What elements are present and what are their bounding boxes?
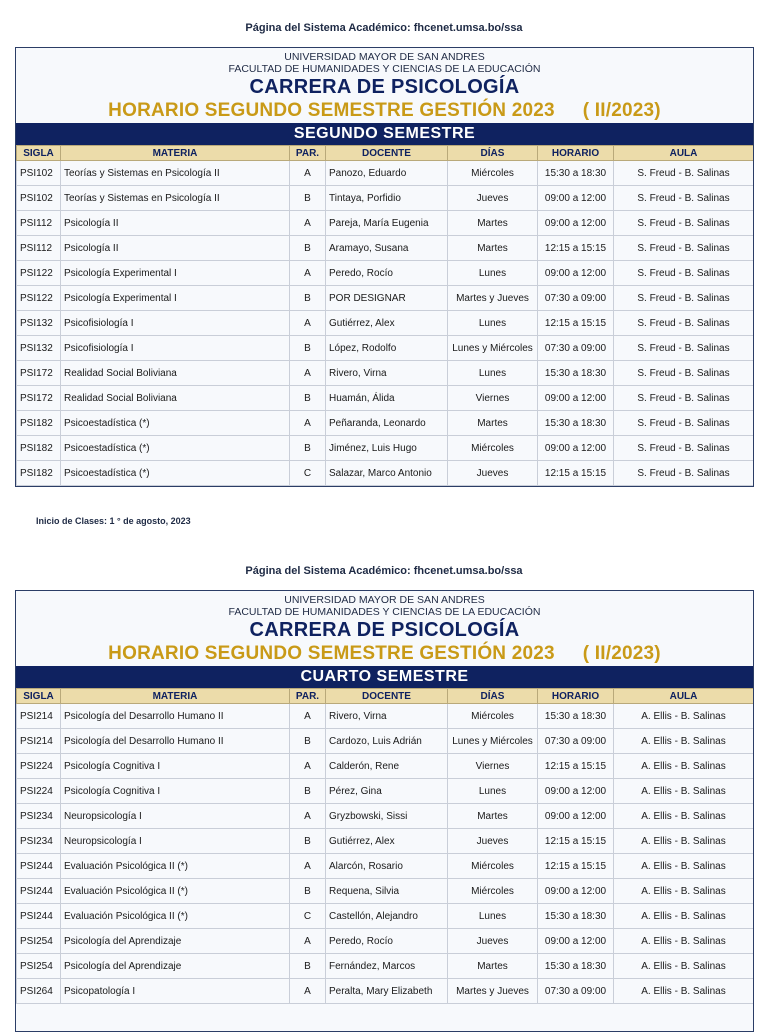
table-row [17,386,754,411]
dias-cell: Lunes [448,311,538,336]
horario-cell: 07:30 a 09:00 [538,979,614,1004]
sigla-cell: PSI244 [17,854,61,879]
table-row [17,311,754,336]
docente-cell: Cardozo, Luis Adrián [326,729,448,754]
table-row [17,361,754,386]
paralelo-cell: B [290,879,326,904]
sigla-cell: PSI112 [17,211,61,236]
aula-cell: A. Ellis - B. Salinas [614,954,754,979]
horario-cell: 09:00 a 12:00 [538,211,614,236]
materia-cell: Psicología del Desarrollo Humano II [61,729,290,754]
docente-cell: Gutiérrez, Alex [326,829,448,854]
horario-cell: 15:30 a 18:30 [538,361,614,386]
table-row [17,186,754,211]
materia-cell: Psicología del Aprendizaje [61,929,290,954]
sigla-cell: PSI102 [17,161,61,186]
docente-cell: Peredo, Rocío [326,929,448,954]
docente-cell: Pérez, Gina [326,779,448,804]
dias-cell: Lunes [448,261,538,286]
materia-cell: Psicofisiología I [61,311,290,336]
table-row [17,829,754,854]
docente-cell: López, Rodolfo [326,336,448,361]
paralelo-cell: A [290,261,326,286]
table-row [17,954,754,979]
table-row [17,804,754,829]
university-name: UNIVERSIDAD MAYOR DE SAN ANDRES [284,594,485,606]
dias-cell: Jueves [448,929,538,954]
paralelo-cell: B [290,779,326,804]
column-header: HORARIO [538,689,614,704]
column-header: DOCENTE [326,146,448,161]
horario-cell: 15:30 a 18:30 [538,704,614,729]
materia-cell: Psicoestadística (*) [61,461,290,486]
sigla-cell: PSI112 [17,236,61,261]
materia-cell: Psicología del Aprendizaje [61,954,290,979]
docente-cell: Peralta, Mary Elizabeth [326,979,448,1004]
table-row [17,704,754,729]
table-body [17,704,754,1004]
sigla-cell: PSI214 [17,704,61,729]
horario-cell: 09:00 a 12:00 [538,261,614,286]
paralelo-cell: B [290,386,326,411]
materia-cell: Psicología Cognitiva I [61,779,290,804]
column-header: AULA [614,146,754,161]
table-row [17,754,754,779]
paralelo-cell: A [290,361,326,386]
column-header: HORARIO [538,146,614,161]
sigla-cell: PSI182 [17,461,61,486]
docente-cell: Requena, Silvia [326,879,448,904]
horario-cell: 15:30 a 18:30 [538,411,614,436]
dias-cell: Miércoles [448,854,538,879]
dias-cell: Martes [448,804,538,829]
column-header: MATERIA [61,146,290,161]
dias-cell: Viernes [448,386,538,411]
carrera-title: CARRERA DE PSICOLOGÍA [249,76,520,98]
docente-cell: Tintaya, Porfidio [326,186,448,211]
dias-cell: Martes [448,236,538,261]
sigla-cell: PSI172 [17,361,61,386]
horario-cell: 09:00 a 12:00 [538,779,614,804]
sigla-cell: PSI182 [17,436,61,461]
dias-cell: Miércoles [448,436,538,461]
paralelo-cell: B [290,954,326,979]
table-body [17,161,754,486]
column-header: DÍAS [448,689,538,704]
materia-cell: Psicopatología I [61,979,290,1004]
page-header: Página del Sistema Académico: fhcenet.umsa.bo/ssa [245,565,523,577]
horario-cell: 09:00 a 12:00 [538,929,614,954]
sigla-cell: PSI244 [17,879,61,904]
docente-cell: Huamán, Álida [326,386,448,411]
column-header: PAR. [290,689,326,704]
sigla-cell: PSI264 [17,979,61,1004]
table-row [17,729,754,754]
dias-cell: Martes [448,411,538,436]
paralelo-cell: B [290,286,326,311]
table-header [17,146,754,161]
paralelo-cell: B [290,729,326,754]
dias-cell: Lunes [448,779,538,804]
paralelo-cell: B [290,336,326,361]
dias-cell: Jueves [448,461,538,486]
aula-cell: S. Freud - B. Salinas [614,386,754,411]
paralelo-cell: A [290,804,326,829]
paralelo-cell: A [290,411,326,436]
sigla-cell: PSI182 [17,411,61,436]
column-header: SIGLA [17,146,61,161]
horario-cell: 12:15 a 15:15 [538,236,614,261]
sigla-cell: PSI234 [17,829,61,854]
dias-cell: Lunes y Miércoles [448,729,538,754]
materia-cell: Evaluación Psicológica II (*) [61,904,290,929]
paralelo-cell: B [290,436,326,461]
table-row [17,436,754,461]
paralelo-cell: B [290,186,326,211]
aula-cell: A. Ellis - B. Salinas [614,879,754,904]
aula-cell: A. Ellis - B. Salinas [614,729,754,754]
aula-cell: A. Ellis - B. Salinas [614,929,754,954]
docente-cell: Salazar, Marco Antonio [326,461,448,486]
aula-cell: S. Freud - B. Salinas [614,361,754,386]
paralelo-cell: A [290,311,326,336]
semester-title: CUARTO SEMESTRE [16,666,753,688]
aula-cell: S. Freud - B. Salinas [614,161,754,186]
aula-cell: S. Freud - B. Salinas [614,211,754,236]
docente-cell: Castellón, Alejandro [326,904,448,929]
paralelo-cell: C [290,904,326,929]
table-row [17,979,754,1004]
table-row [17,411,754,436]
materia-cell: Psicoestadística (*) [61,436,290,461]
sigla-cell: PSI132 [17,336,61,361]
horario-cell: 09:00 a 12:00 [538,879,614,904]
university-name: UNIVERSIDAD MAYOR DE SAN ANDRES [284,51,485,63]
materia-cell: Psicología Experimental I [61,261,290,286]
aula-cell: A. Ellis - B. Salinas [614,704,754,729]
column-header: PAR. [290,146,326,161]
paralelo-cell: A [290,704,326,729]
column-header: SIGLA [17,689,61,704]
aula-cell: A. Ellis - B. Salinas [614,829,754,854]
paralelo-cell: C [290,461,326,486]
table-row [17,929,754,954]
sigla-cell: PSI122 [17,286,61,311]
dias-cell: Miércoles [448,161,538,186]
sigla-cell: PSI122 [17,261,61,286]
materia-cell: Realidad Social Boliviana [61,361,290,386]
aula-cell: S. Freud - B. Salinas [614,286,754,311]
faculty-name: FACULTAD DE HUMANIDADES Y CIENCIAS DE LA EDUCACIÓN [228,606,541,618]
page-header: Página del Sistema Académico: fhcenet.umsa.bo/ssa [245,22,523,34]
dias-cell: Jueves [448,186,538,211]
table-row [17,879,754,904]
table-row [17,904,754,929]
horario-code: ( II/2023) [582,643,661,664]
docente-cell: Pareja, María Eugenia [326,211,448,236]
aula-cell: S. Freud - B. Salinas [614,186,754,211]
start-date-note: Inicio de Clases: 1 ° de agosto, 2023 [36,516,191,526]
column-header: DÍAS [448,146,538,161]
dias-cell: Lunes [448,904,538,929]
table-row [17,211,754,236]
sigla-cell: PSI132 [17,311,61,336]
table-header [17,689,754,704]
horario-cell: 12:15 a 15:15 [538,829,614,854]
docente-cell: Jiménez, Luis Hugo [326,436,448,461]
table-row [17,854,754,879]
aula-cell: A. Ellis - B. Salinas [614,979,754,1004]
horario-cell: 15:30 a 18:30 [538,954,614,979]
materia-cell: Psicología del Desarrollo Humano II [61,704,290,729]
horario-cell: 15:30 a 18:30 [538,161,614,186]
paralelo-cell: A [290,211,326,236]
horario-cell: 09:00 a 12:00 [538,186,614,211]
schedule-table [16,688,754,1004]
dias-cell: Martes y Jueves [448,286,538,311]
schedule-block-cuarto [15,590,754,1032]
materia-cell: Teorías y Sistemas en Psicología II [61,186,290,211]
sigla-cell: PSI172 [17,386,61,411]
materia-cell: Psicología II [61,211,290,236]
horario-cell: 12:15 a 15:15 [538,311,614,336]
dias-cell: Jueves [448,829,538,854]
materia-cell: Neuropsicología I [61,804,290,829]
horario-cell: 09:00 a 12:00 [538,386,614,411]
aula-cell: A. Ellis - B. Salinas [614,779,754,804]
dias-cell: Miércoles [448,879,538,904]
sigla-cell: PSI102 [17,186,61,211]
materia-cell: Evaluación Psicológica II (*) [61,854,290,879]
dias-cell: Martes [448,211,538,236]
docente-cell: Peñaranda, Leonardo [326,411,448,436]
dias-cell: Lunes y Miércoles [448,336,538,361]
table-row [17,236,754,261]
horario-cell: 09:00 a 12:00 [538,436,614,461]
horario-cell: 07:30 a 09:00 [538,286,614,311]
aula-cell: S. Freud - B. Salinas [614,311,754,336]
paralelo-cell: A [290,979,326,1004]
materia-cell: Neuropsicología I [61,829,290,854]
aula-cell: S. Freud - B. Salinas [614,436,754,461]
table-row [17,286,754,311]
paralelo-cell: A [290,929,326,954]
carrera-title: CARRERA DE PSICOLOGÍA [249,619,520,641]
paralelo-cell: B [290,829,326,854]
docente-cell: Gryzbowski, Sissi [326,804,448,829]
materia-cell: Teorías y Sistemas en Psicología II [61,161,290,186]
materia-cell: Psicofisiología I [61,336,290,361]
materia-cell: Psicoestadística (*) [61,411,290,436]
horario-cell: 09:00 a 12:00 [538,804,614,829]
paralelo-cell: B [290,236,326,261]
sigla-cell: PSI224 [17,754,61,779]
table-row [17,779,754,804]
horario-cell: 07:30 a 09:00 [538,336,614,361]
horario-cell: 07:30 a 09:00 [538,729,614,754]
aula-cell: S. Freud - B. Salinas [614,411,754,436]
horario-title-row [16,642,753,666]
paralelo-cell: A [290,854,326,879]
semester-title: SEGUNDO SEMESTRE [16,123,753,145]
header-row [17,689,754,704]
aula-cell: A. Ellis - B. Salinas [614,804,754,829]
horario-cell: 12:15 a 15:15 [538,854,614,879]
materia-cell: Psicología Experimental I [61,286,290,311]
docente-cell: Aramayo, Susana [326,236,448,261]
sigla-cell: PSI254 [17,954,61,979]
horario-title: HORARIO SEGUNDO SEMESTRE GESTIÓN 2023 [108,100,555,121]
horario-title: HORARIO SEGUNDO SEMESTRE GESTIÓN 2023 [108,643,555,664]
horario-cell: 12:15 a 15:15 [538,754,614,779]
column-header: DOCENTE [326,689,448,704]
sigla-cell: PSI244 [17,904,61,929]
docente-cell: Calderón, Rene [326,754,448,779]
docente-cell: POR DESIGNAR [326,286,448,311]
sigla-cell: PSI224 [17,779,61,804]
materia-cell: Psicología II [61,236,290,261]
docente-cell: Gutiérrez, Alex [326,311,448,336]
dias-cell: Martes y Jueves [448,979,538,1004]
docente-cell: Panozo, Eduardo [326,161,448,186]
docente-cell: Rivero, Virna [326,704,448,729]
dias-cell: Lunes [448,361,538,386]
sigla-cell: PSI254 [17,929,61,954]
dias-cell: Viernes [448,754,538,779]
table-row [17,461,754,486]
docente-cell: Fernández, Marcos [326,954,448,979]
docente-cell: Alarcón, Rosario [326,854,448,879]
aula-cell: A. Ellis - B. Salinas [614,904,754,929]
horario-cell: 15:30 a 18:30 [538,904,614,929]
table-row [17,261,754,286]
column-header: AULA [614,689,754,704]
table-row [17,336,754,361]
horario-code: ( II/2023) [582,100,661,121]
aula-cell: S. Freud - B. Salinas [614,236,754,261]
sigla-cell: PSI214 [17,729,61,754]
aula-cell: S. Freud - B. Salinas [614,261,754,286]
aula-cell: S. Freud - B. Salinas [614,336,754,361]
horario-title-row [16,99,753,123]
docente-cell: Rivero, Virna [326,361,448,386]
schedule-table [16,145,754,486]
dias-cell: Miércoles [448,704,538,729]
paralelo-cell: A [290,161,326,186]
aula-cell: A. Ellis - B. Salinas [614,754,754,779]
materia-cell: Evaluación Psicológica II (*) [61,879,290,904]
sigla-cell: PSI234 [17,804,61,829]
aula-cell: A. Ellis - B. Salinas [614,854,754,879]
table-row [17,161,754,186]
aula-cell: S. Freud - B. Salinas [614,461,754,486]
header-row [17,146,754,161]
paralelo-cell: A [290,754,326,779]
docente-cell: Peredo, Rocío [326,261,448,286]
materia-cell: Psicología Cognitiva I [61,754,290,779]
horario-cell: 12:15 a 15:15 [538,461,614,486]
dias-cell: Martes [448,954,538,979]
schedule-block-segundo [15,47,754,487]
materia-cell: Realidad Social Boliviana [61,386,290,411]
column-header: MATERIA [61,689,290,704]
faculty-name: FACULTAD DE HUMANIDADES Y CIENCIAS DE LA EDUCACIÓN [228,63,541,75]
